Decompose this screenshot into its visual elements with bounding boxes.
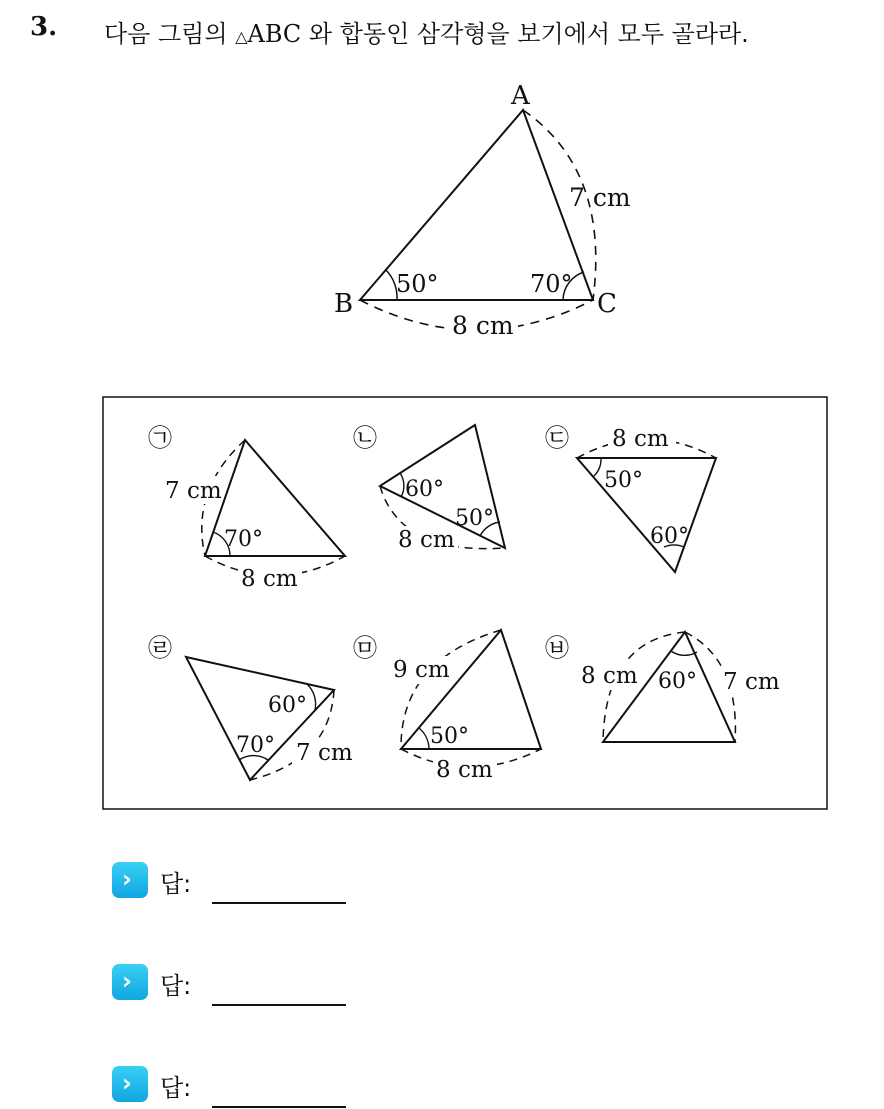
chevron-right-icon: › (112, 862, 148, 898)
side-ac-label: 7 cm (569, 183, 631, 212)
triangle-name: ABC (247, 20, 302, 48)
option-5-side1: 9 cm (393, 657, 450, 683)
question-number: 3. (30, 12, 58, 42)
option-6-label: ㉥ (545, 634, 569, 662)
question-text-after: 와 합동인 삼각형을 보기에서 모두 골라라. (301, 20, 749, 48)
side-bc-label: 8 cm (452, 311, 514, 340)
vertex-b-label: B (334, 289, 354, 319)
answer-blank-3[interactable] (212, 1106, 346, 1108)
option-1 (148, 424, 345, 592)
chevron-right-icon: › (112, 1066, 148, 1102)
option-4-angle2: 70° (236, 733, 275, 758)
option-1-angle1: 70° (224, 527, 263, 552)
option-5-angle1: 50° (430, 724, 469, 749)
option-2 (353, 424, 505, 553)
vertex-c-label: C (597, 289, 617, 319)
angle-c-label: 70° (530, 270, 573, 298)
triangle-symbol: △ (235, 27, 248, 46)
option-3 (545, 424, 716, 572)
option-5-side2: 8 cm (436, 757, 493, 783)
option-3-angle2: 60° (650, 524, 689, 549)
option-6-angle1: 60° (658, 669, 697, 694)
option-6-side2: 7 cm (723, 669, 780, 695)
answer-label: 답: (160, 1074, 192, 1102)
option-4-label: ㉣ (148, 634, 172, 662)
option-2-angle2: 50° (455, 506, 494, 531)
answer-blank-2[interactable] (212, 1004, 346, 1006)
option-3-label: ㉢ (545, 424, 569, 452)
angle-b-label: 50° (396, 270, 439, 298)
option-3-angle1: 50° (604, 468, 643, 493)
vertex-a-label: A (511, 81, 530, 111)
option-3-side1: 8 cm (612, 426, 669, 452)
option-6-side1: 8 cm (581, 663, 638, 689)
option-1-side1: 7 cm (165, 478, 222, 504)
option-2-angle1: 60° (405, 477, 444, 502)
option-5-label: ㉤ (353, 634, 377, 662)
option-6 (545, 632, 782, 742)
answer-label: 답: (160, 972, 192, 1000)
option-2-label: ㉡ (353, 424, 377, 452)
option-1-side2: 8 cm (241, 566, 298, 592)
option-4 (148, 634, 356, 780)
option-4-angle1: 60° (268, 693, 307, 718)
answer-label: 답: (160, 870, 192, 898)
answer-blank-1[interactable] (212, 902, 346, 904)
option-2-side1: 8 cm (398, 527, 455, 553)
chevron-right-icon: › (112, 964, 148, 1000)
question-text-before: 다음 그림의 (104, 20, 236, 48)
option-5 (353, 630, 541, 783)
option-4-side1: 7 cm (296, 740, 353, 766)
option-1-label: ㉠ (148, 424, 172, 452)
